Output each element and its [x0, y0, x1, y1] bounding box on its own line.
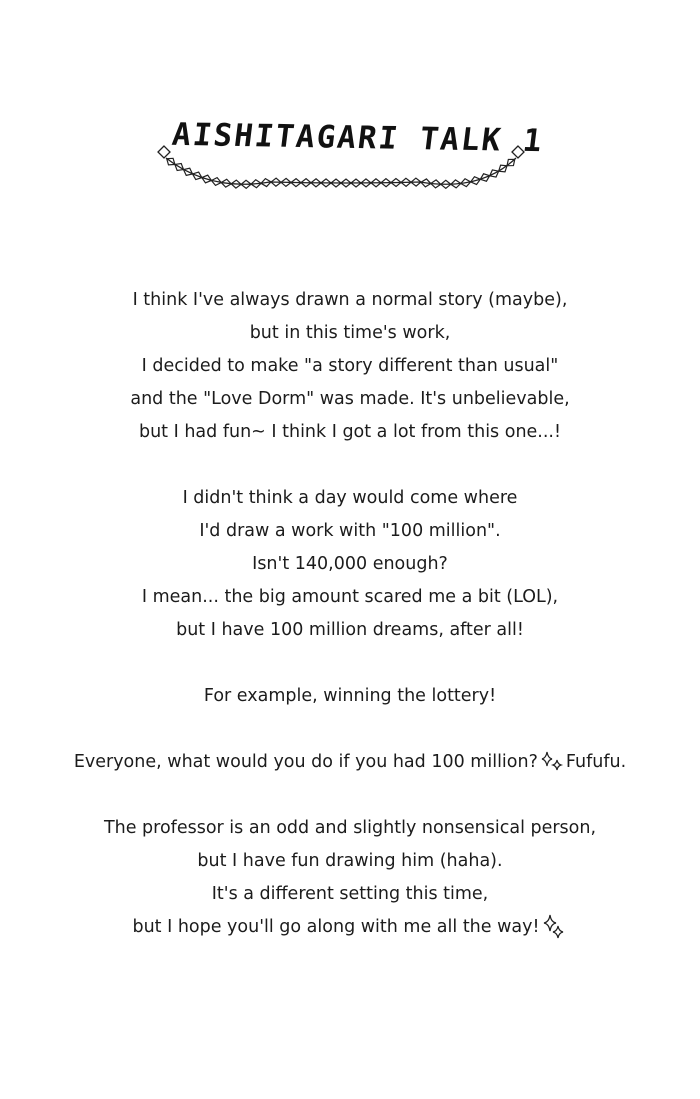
text-line: The professor is an odd and slightly nonsensical person,	[103, 818, 597, 838]
text-segment: Everyone, what would you do if you had 100 million?	[73, 752, 538, 772]
text-line: It's a different setting this time,	[211, 884, 489, 904]
text-line: but I had fun~ I think I got a lot from this one...!	[138, 422, 562, 442]
text-line: I'd draw a work with "100 million".	[199, 521, 501, 541]
talk-body	[0, 284, 700, 944]
text-line: I think I've always drawn a normal story (maybe),	[132, 290, 568, 310]
sparkle-icon	[542, 913, 566, 941]
text-line: I decided to make "a story different than usual"	[141, 356, 559, 376]
text-line: I didn't think a day would come where	[182, 488, 518, 508]
sparkle-icon	[540, 751, 564, 773]
text-line: and the "Love Dorm" was made. It's unbelievable,	[130, 389, 570, 409]
text-segment: but I hope you'll go along with me all the way!	[132, 917, 540, 937]
text-line-with-sparkle	[0, 911, 700, 944]
title-block	[150, 108, 546, 198]
paragraph-5	[0, 812, 700, 944]
text-line: For example, winning the lottery!	[203, 686, 497, 706]
text-line-with-sparkle	[0, 746, 700, 779]
text-line: but in this time's work,	[249, 323, 451, 343]
paragraph-3	[0, 680, 700, 713]
text-line: but I have fun drawing him (haha).	[197, 851, 503, 871]
paragraph-1	[0, 284, 700, 449]
text-line: Isn't 140,000 enough?	[252, 554, 448, 574]
paragraph-4	[0, 746, 700, 779]
text-line: I mean... the big amount scared me a bit (LOL),	[141, 587, 559, 607]
text-line: but I have 100 million dreams, after all!	[176, 620, 524, 640]
page-title: AISHITAGARI TALK 1	[170, 116, 546, 160]
paragraph-2	[0, 482, 700, 647]
text-segment: Fufufu.	[565, 752, 627, 772]
